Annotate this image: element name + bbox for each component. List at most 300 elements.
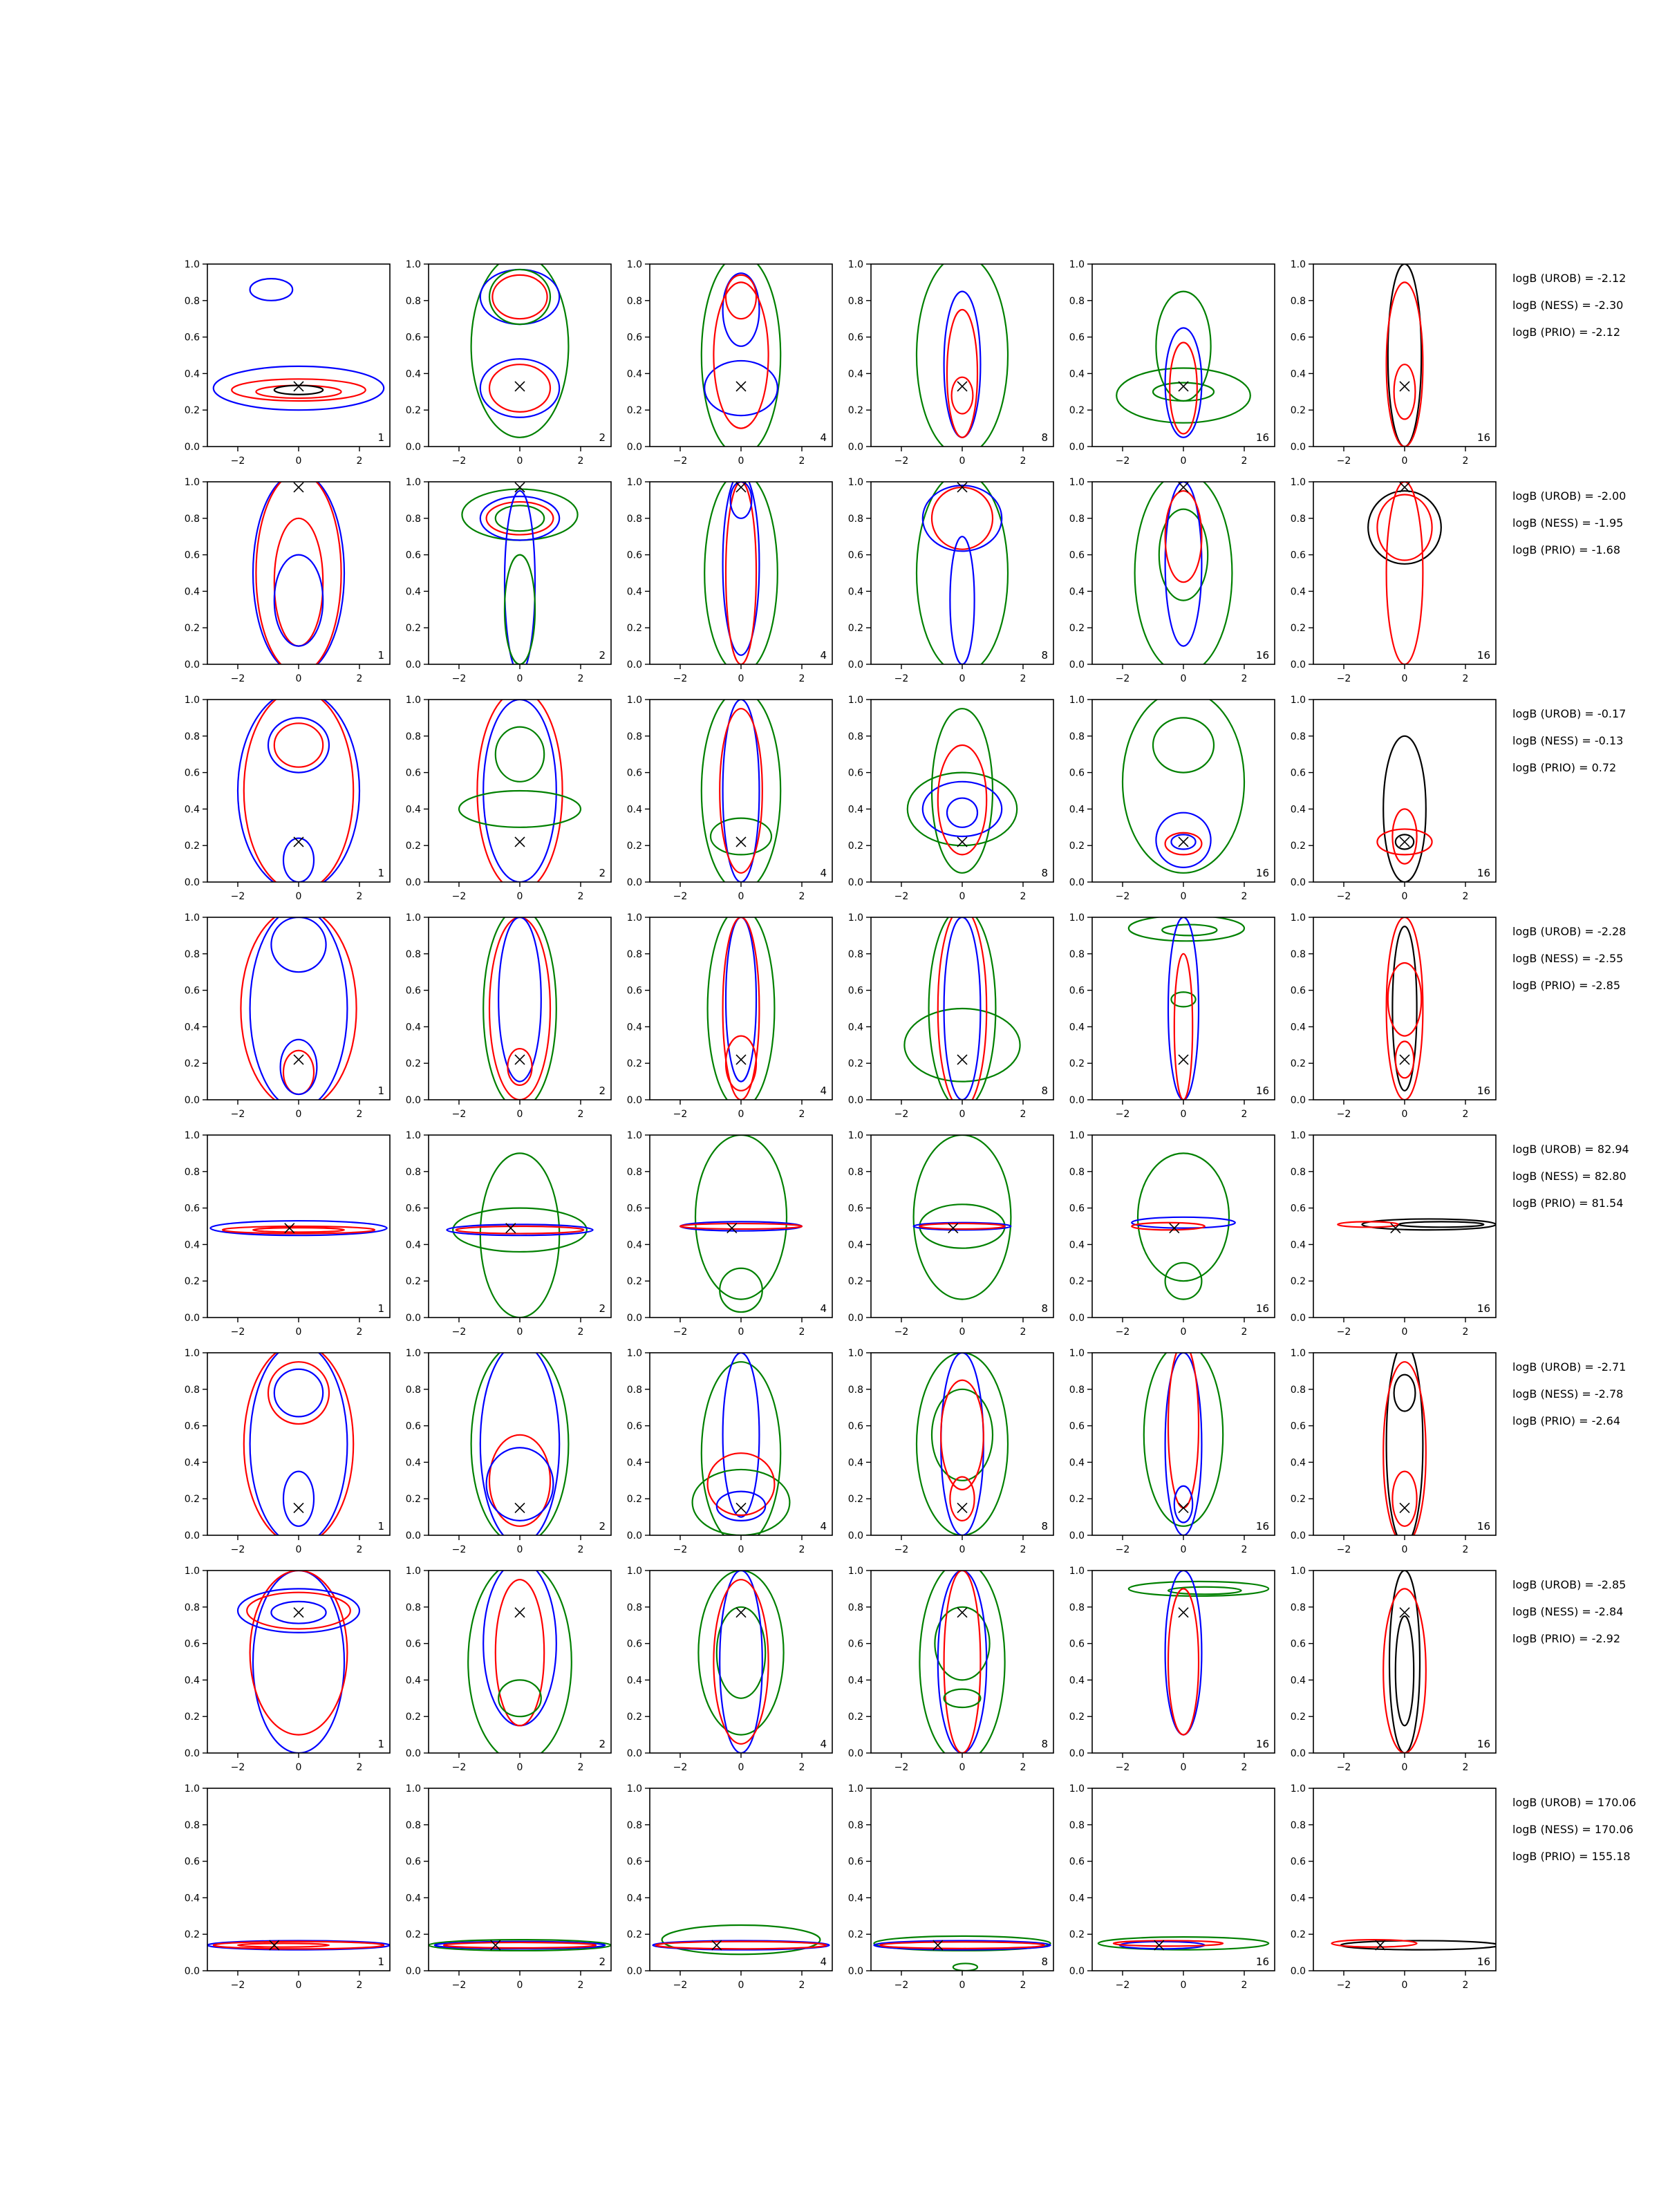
x-tick-label: −2 — [451, 1327, 467, 1338]
y-tick-label: 0.0 — [626, 1313, 642, 1324]
y-tick-label: 0.8 — [626, 1819, 642, 1831]
y-tick-label: 1.0 — [184, 912, 200, 924]
y-tick-label: 0.8 — [184, 1819, 200, 1831]
y-tick-label: 0.0 — [1290, 1530, 1306, 1541]
x-tick-label: −2 — [451, 1762, 467, 1773]
y-tick-label: 0.8 — [1069, 1819, 1085, 1831]
y-tick-label: 0.6 — [405, 985, 421, 997]
x-tick-label: −2 — [894, 456, 909, 467]
panel-label: 1 — [377, 1085, 384, 1097]
y-tick-label: 0.6 — [1290, 1856, 1306, 1868]
y-tick-label: 0.4 — [405, 1675, 421, 1687]
y-tick-label: 0.4 — [184, 804, 200, 816]
x-tick-label: 2 — [1241, 1544, 1248, 1555]
y-tick-label: 0.4 — [847, 1675, 863, 1687]
panel-label: 16 — [1477, 1302, 1490, 1315]
x-tick-label: 2 — [356, 891, 363, 902]
logb-urob-text: logB (UROB) = 82.94 — [1512, 1143, 1629, 1156]
y-tick-label: 0.4 — [1290, 1675, 1306, 1687]
y-tick-label: 1.0 — [1069, 1783, 1085, 1794]
y-tick-label: 1.0 — [1290, 259, 1306, 270]
x-tick-label: 0 — [516, 673, 523, 684]
y-tick-label: 0.2 — [626, 1712, 642, 1723]
y-tick-label: 1.0 — [405, 259, 421, 270]
y-tick-label: 0.0 — [1290, 659, 1306, 671]
y-tick-label: 0.2 — [1290, 623, 1306, 635]
panel-label: 1 — [377, 1520, 384, 1533]
x-tick-label: 2 — [356, 1327, 363, 1338]
x-tick-label: −2 — [1115, 1762, 1130, 1773]
y-tick-label: 0.8 — [626, 1166, 642, 1178]
y-tick-label: 0.0 — [626, 1095, 642, 1106]
x-tick-label: 2 — [1020, 1980, 1027, 1991]
y-tick-label: 0.6 — [405, 767, 421, 779]
y-tick-label: 1.0 — [405, 695, 421, 706]
y-tick-label: 0.2 — [847, 841, 863, 852]
x-tick-label: 0 — [516, 1327, 523, 1338]
y-tick-label: 0.4 — [405, 586, 421, 598]
y-tick-label: 0.2 — [405, 841, 421, 852]
y-tick-label: 0.8 — [847, 948, 863, 960]
y-tick-label: 0.6 — [1290, 1203, 1306, 1215]
logb-urob-text: logB (UROB) = 170.06 — [1512, 1796, 1636, 1809]
y-tick-label: 0.2 — [405, 1929, 421, 1941]
y-tick-label: 0.0 — [1069, 1095, 1085, 1106]
x-tick-label: 0 — [959, 1544, 966, 1555]
panel-label: 8 — [1041, 1520, 1048, 1533]
x-tick-label: 0 — [1401, 1762, 1408, 1773]
y-tick-label: 0.6 — [405, 1421, 421, 1432]
y-tick-label: 0.2 — [847, 1929, 863, 1941]
y-tick-label: 0.8 — [1290, 1602, 1306, 1613]
y-tick-label: 0.4 — [626, 1239, 642, 1251]
y-tick-label: 0.2 — [847, 1276, 863, 1288]
x-tick-label: 2 — [1020, 1109, 1027, 1120]
x-tick-label: 0 — [1180, 456, 1187, 467]
y-tick-label: 1.0 — [405, 477, 421, 488]
y-tick-label: 0.2 — [1290, 1058, 1306, 1070]
y-tick-label: 0.8 — [847, 1602, 863, 1613]
y-tick-label: 0.6 — [184, 1638, 200, 1650]
y-tick-label: 0.8 — [405, 731, 421, 742]
y-tick-label: 1.0 — [1290, 1566, 1306, 1577]
x-tick-label: 0 — [959, 1327, 966, 1338]
x-tick-label: 0 — [295, 456, 302, 467]
y-tick-label: 0.2 — [847, 1494, 863, 1506]
y-tick-label: 0.0 — [847, 1530, 863, 1541]
y-tick-label: 0.0 — [405, 442, 421, 453]
x-tick-label: 0 — [1401, 1327, 1408, 1338]
x-tick-label: −2 — [1336, 1327, 1351, 1338]
y-tick-label: 0.8 — [1290, 1819, 1306, 1831]
y-tick-label: 0.2 — [184, 1058, 200, 1070]
y-tick-label: 0.8 — [405, 513, 421, 525]
logb-ness-text: logB (NESS) = -2.84 — [1512, 1605, 1624, 1618]
x-tick-label: −2 — [673, 891, 688, 902]
x-tick-label: 2 — [798, 1327, 805, 1338]
y-tick-label: 1.0 — [847, 477, 863, 488]
y-tick-label: 0.6 — [1069, 767, 1085, 779]
x-tick-label: −2 — [1115, 1544, 1130, 1555]
y-tick-label: 1.0 — [1290, 1348, 1306, 1359]
y-tick-label: 0.4 — [405, 1457, 421, 1469]
y-tick-label: 0.6 — [184, 550, 200, 561]
x-tick-label: −2 — [451, 1109, 467, 1120]
x-tick-label: −2 — [673, 1327, 688, 1338]
panel-label: 1 — [377, 1302, 384, 1315]
x-tick-label: −2 — [451, 891, 467, 902]
y-tick-label: 0.2 — [626, 1494, 642, 1506]
x-tick-label: 2 — [1241, 1327, 1248, 1338]
y-tick-label: 0.6 — [1290, 985, 1306, 997]
y-tick-label: 1.0 — [1290, 912, 1306, 924]
x-tick-label: 2 — [356, 1762, 363, 1773]
logb-prio-text: logB (PRIO) = -1.68 — [1512, 543, 1620, 556]
panel-label: 16 — [1477, 867, 1490, 879]
x-tick-label: 0 — [959, 1762, 966, 1773]
y-tick-label: 0.4 — [184, 1457, 200, 1469]
y-tick-label: 0.8 — [405, 1602, 421, 1613]
y-tick-label: 0.2 — [1290, 1712, 1306, 1723]
y-tick-label: 0.2 — [1290, 1929, 1306, 1941]
panel-label: 1 — [377, 867, 384, 879]
x-tick-label: 0 — [1180, 1762, 1187, 1773]
x-tick-label: −2 — [894, 891, 909, 902]
x-tick-label: 0 — [516, 1762, 523, 1773]
x-tick-label: 2 — [577, 891, 584, 902]
y-tick-label: 0.8 — [626, 295, 642, 307]
y-tick-label: 0.6 — [184, 1421, 200, 1432]
panel-label: 16 — [1477, 1738, 1490, 1750]
logb-ness-text: logB (NESS) = -2.30 — [1512, 299, 1624, 312]
y-tick-label: 0.4 — [626, 804, 642, 816]
x-tick-label: −2 — [894, 673, 909, 684]
y-tick-label: 0.2 — [626, 1276, 642, 1288]
y-tick-label: 1.0 — [184, 1783, 200, 1794]
y-tick-label: 0.8 — [184, 731, 200, 742]
y-tick-label: 0.2 — [1290, 841, 1306, 852]
panel-label: 16 — [1477, 649, 1490, 662]
x-tick-label: −2 — [894, 1327, 909, 1338]
panel-label: 1 — [377, 1956, 384, 1968]
logb-ness-text: logB (NESS) = -2.55 — [1512, 952, 1624, 965]
x-tick-label: −2 — [1336, 1109, 1351, 1120]
x-tick-label: 2 — [356, 673, 363, 684]
y-tick-label: 0.8 — [847, 1819, 863, 1831]
y-tick-label: 0.0 — [405, 1748, 421, 1759]
x-tick-label: −2 — [673, 1980, 688, 1991]
y-tick-label: 0.0 — [1069, 1966, 1085, 1977]
y-tick-label: 0.4 — [184, 1675, 200, 1687]
y-tick-label: 0.8 — [1069, 513, 1085, 525]
x-tick-label: 2 — [1462, 1980, 1469, 1991]
y-tick-label: 0.0 — [405, 1530, 421, 1541]
y-tick-label: 0.0 — [1069, 1748, 1085, 1759]
logb-prio-text: logB (PRIO) = 81.54 — [1512, 1197, 1624, 1210]
x-tick-label: 0 — [738, 456, 744, 467]
x-tick-label: 2 — [577, 1980, 584, 1991]
y-tick-label: 0.8 — [184, 1166, 200, 1178]
x-tick-label: 0 — [959, 456, 966, 467]
logb-ness-text: logB (NESS) = 82.80 — [1512, 1170, 1627, 1183]
y-tick-label: 0.6 — [1069, 1856, 1085, 1868]
y-tick-label: 0.4 — [405, 1022, 421, 1033]
panel-label: 8 — [1041, 649, 1048, 662]
y-tick-label: 0.6 — [1069, 332, 1085, 344]
x-tick-label: −2 — [230, 456, 245, 467]
y-tick-label: 0.2 — [405, 1058, 421, 1070]
y-tick-label: 0.8 — [1290, 948, 1306, 960]
panel-label: 16 — [1477, 1956, 1490, 1968]
y-tick-label: 0.4 — [1290, 804, 1306, 816]
y-tick-label: 0.8 — [184, 513, 200, 525]
y-tick-label: 0.4 — [847, 1022, 863, 1033]
x-tick-label: 2 — [1241, 673, 1248, 684]
y-tick-label: 1.0 — [847, 912, 863, 924]
x-tick-label: 2 — [1241, 1762, 1248, 1773]
panel-label: 2 — [599, 1738, 606, 1750]
y-tick-label: 1.0 — [626, 1566, 642, 1577]
y-tick-label: 0.6 — [847, 1638, 863, 1650]
x-tick-label: 0 — [1180, 1980, 1187, 1991]
x-tick-label: −2 — [230, 1544, 245, 1555]
x-tick-label: −2 — [673, 1109, 688, 1120]
panel-label: 16 — [1477, 1520, 1490, 1533]
y-tick-label: 1.0 — [1069, 259, 1085, 270]
x-tick-label: 0 — [959, 1980, 966, 1991]
y-tick-label: 0.4 — [405, 1239, 421, 1251]
x-tick-label: −2 — [673, 1544, 688, 1555]
y-tick-label: 1.0 — [626, 477, 642, 488]
y-tick-label: 0.4 — [1290, 1239, 1306, 1251]
y-tick-label: 0.0 — [405, 1966, 421, 1977]
y-tick-label: 0.2 — [626, 1058, 642, 1070]
logb-prio-text: logB (PRIO) = -2.85 — [1512, 979, 1620, 992]
y-tick-label: 0.6 — [184, 985, 200, 997]
x-tick-label: −2 — [451, 673, 467, 684]
y-tick-label: 0.6 — [184, 767, 200, 779]
y-tick-label: 1.0 — [626, 259, 642, 270]
y-tick-label: 0.4 — [1069, 368, 1085, 380]
y-tick-label: 0.6 — [184, 1203, 200, 1215]
logb-prio-text: logB (PRIO) = -2.92 — [1512, 1632, 1620, 1645]
y-tick-label: 0.6 — [1290, 550, 1306, 561]
y-tick-label: 0.8 — [1290, 1384, 1306, 1396]
y-tick-label: 1.0 — [184, 1130, 200, 1141]
panel-label: 16 — [1255, 431, 1269, 444]
y-tick-label: 1.0 — [1290, 477, 1306, 488]
y-tick-label: 0.6 — [626, 985, 642, 997]
y-tick-label: 0.8 — [626, 948, 642, 960]
y-tick-label: 1.0 — [1069, 1130, 1085, 1141]
y-tick-label: 0.8 — [847, 731, 863, 742]
x-tick-label: −2 — [230, 1762, 245, 1773]
y-tick-label: 0.8 — [405, 295, 421, 307]
y-tick-label: 0.8 — [184, 295, 200, 307]
y-tick-label: 0.2 — [626, 623, 642, 635]
logb-prio-text: logB (PRIO) = 0.72 — [1512, 761, 1617, 774]
panel-label: 2 — [599, 1302, 606, 1315]
panel-label: 2 — [599, 649, 606, 662]
x-tick-label: 0 — [738, 891, 744, 902]
y-tick-label: 0.0 — [847, 1966, 863, 1977]
y-tick-label: 0.4 — [184, 1239, 200, 1251]
y-tick-label: 0.2 — [405, 405, 421, 417]
y-tick-label: 1.0 — [1290, 695, 1306, 706]
y-tick-label: 0.4 — [405, 804, 421, 816]
x-tick-label: 2 — [798, 1109, 805, 1120]
x-tick-label: 2 — [577, 1327, 584, 1338]
y-tick-label: 0.4 — [184, 586, 200, 598]
y-tick-label: 0.8 — [1069, 731, 1085, 742]
x-tick-label: 0 — [295, 1327, 302, 1338]
y-tick-label: 0.2 — [184, 1929, 200, 1941]
y-tick-label: 1.0 — [1069, 1348, 1085, 1359]
logb-urob-text: logB (UROB) = -0.17 — [1512, 707, 1627, 720]
y-tick-label: 0.0 — [184, 1966, 200, 1977]
y-tick-label: 0.0 — [1290, 1966, 1306, 1977]
y-tick-label: 0.6 — [626, 1856, 642, 1868]
y-tick-label: 1.0 — [405, 1130, 421, 1141]
x-tick-label: −2 — [1115, 1109, 1130, 1120]
y-tick-label: 0.2 — [626, 1929, 642, 1941]
y-tick-label: 0.4 — [847, 586, 863, 598]
y-tick-label: 0.4 — [847, 1457, 863, 1469]
y-tick-label: 0.2 — [184, 841, 200, 852]
y-tick-label: 0.6 — [1069, 550, 1085, 561]
x-tick-label: 2 — [577, 456, 584, 467]
y-tick-label: 0.4 — [405, 1893, 421, 1904]
x-tick-label: 0 — [959, 891, 966, 902]
x-tick-label: 0 — [738, 673, 744, 684]
y-tick-label: 0.2 — [1069, 623, 1085, 635]
x-tick-label: 2 — [356, 1544, 363, 1555]
y-tick-label: 0.0 — [1290, 877, 1306, 888]
y-tick-label: 0.4 — [1290, 1457, 1306, 1469]
x-tick-label: 2 — [798, 1980, 805, 1991]
panel-label: 8 — [1041, 867, 1048, 879]
x-tick-label: −2 — [1336, 1762, 1351, 1773]
y-tick-label: 0.8 — [184, 948, 200, 960]
y-tick-label: 0.6 — [847, 550, 863, 561]
x-tick-label: 0 — [1401, 891, 1408, 902]
panel-label: 2 — [599, 1956, 606, 1968]
y-tick-label: 1.0 — [847, 1783, 863, 1794]
y-tick-label: 0.0 — [1290, 1095, 1306, 1106]
y-tick-label: 0.4 — [626, 368, 642, 380]
y-tick-label: 0.8 — [1069, 295, 1085, 307]
x-tick-label: −2 — [673, 456, 688, 467]
y-tick-label: 1.0 — [847, 259, 863, 270]
y-tick-label: 0.2 — [405, 1712, 421, 1723]
y-tick-label: 0.4 — [626, 1675, 642, 1687]
x-tick-label: 2 — [1462, 1762, 1469, 1773]
y-tick-label: 0.6 — [405, 332, 421, 344]
x-tick-label: 2 — [1020, 456, 1027, 467]
y-tick-label: 0.0 — [626, 1966, 642, 1977]
y-tick-label: 0.2 — [1290, 1494, 1306, 1506]
y-tick-label: 0.2 — [626, 841, 642, 852]
y-tick-label: 0.0 — [847, 877, 863, 888]
y-tick-label: 0.8 — [184, 1602, 200, 1613]
x-tick-label: 0 — [1401, 1544, 1408, 1555]
y-tick-label: 0.6 — [847, 1421, 863, 1432]
x-tick-label: 2 — [577, 1109, 584, 1120]
logb-urob-text: logB (UROB) = -2.00 — [1512, 489, 1627, 503]
x-tick-label: −2 — [230, 673, 245, 684]
y-tick-label: 0.8 — [626, 513, 642, 525]
y-tick-label: 1.0 — [1290, 1783, 1306, 1794]
x-tick-label: 0 — [738, 1327, 744, 1338]
y-tick-label: 0.6 — [1069, 1421, 1085, 1432]
y-tick-label: 0.8 — [847, 1166, 863, 1178]
panel-label: 8 — [1041, 431, 1048, 444]
y-tick-label: 0.8 — [847, 295, 863, 307]
x-tick-label: 2 — [798, 891, 805, 902]
y-tick-label: 0.8 — [405, 1166, 421, 1178]
x-tick-label: 0 — [295, 1762, 302, 1773]
y-tick-label: 0.6 — [626, 550, 642, 561]
y-tick-label: 0.4 — [1069, 1675, 1085, 1687]
y-tick-label: 0.2 — [405, 1276, 421, 1288]
panel-label: 4 — [820, 1085, 827, 1097]
x-tick-label: −2 — [1115, 456, 1130, 467]
y-tick-label: 1.0 — [184, 1348, 200, 1359]
y-tick-label: 1.0 — [847, 1348, 863, 1359]
y-tick-label: 0.4 — [626, 1457, 642, 1469]
y-tick-label: 1.0 — [405, 1566, 421, 1577]
x-tick-label: 2 — [1020, 891, 1027, 902]
y-tick-label: 0.6 — [405, 550, 421, 561]
x-tick-label: 0 — [295, 1109, 302, 1120]
y-tick-label: 0.6 — [1290, 332, 1306, 344]
y-tick-label: 0.6 — [1290, 767, 1306, 779]
x-tick-label: 2 — [1020, 1544, 1027, 1555]
y-tick-label: 0.0 — [847, 1095, 863, 1106]
y-tick-label: 0.0 — [1290, 442, 1306, 453]
y-tick-label: 0.2 — [1069, 1276, 1085, 1288]
y-tick-label: 0.0 — [626, 1748, 642, 1759]
x-tick-label: −2 — [230, 891, 245, 902]
logb-ness-text: logB (NESS) = 170.06 — [1512, 1823, 1633, 1836]
y-tick-label: 0.4 — [1290, 1022, 1306, 1033]
x-tick-label: −2 — [1336, 456, 1351, 467]
panel-label: 4 — [820, 1520, 827, 1533]
x-tick-label: 2 — [1462, 456, 1469, 467]
x-tick-label: 2 — [1462, 891, 1469, 902]
x-tick-label: −2 — [894, 1762, 909, 1773]
y-tick-label: 0.6 — [626, 1638, 642, 1650]
x-tick-label: 0 — [959, 1109, 966, 1120]
y-tick-label: 0.6 — [847, 1856, 863, 1868]
y-tick-label: 1.0 — [1069, 477, 1085, 488]
x-tick-label: −2 — [1336, 1980, 1351, 1991]
y-tick-label: 0.2 — [405, 623, 421, 635]
panel-label: 16 — [1255, 1085, 1269, 1097]
y-tick-label: 0.0 — [847, 659, 863, 671]
x-tick-label: −2 — [451, 456, 467, 467]
y-tick-label: 0.8 — [405, 948, 421, 960]
logb-urob-text: logB (UROB) = -2.85 — [1512, 1578, 1627, 1591]
y-tick-label: 0.8 — [626, 1602, 642, 1613]
logb-prio-text: logB (PRIO) = 155.18 — [1512, 1850, 1631, 1863]
panel-label: 4 — [820, 1738, 827, 1750]
x-tick-label: 0 — [295, 673, 302, 684]
panel-label: 2 — [599, 867, 606, 879]
y-tick-label: 0.8 — [847, 513, 863, 525]
logb-prio-text: logB (PRIO) = -2.12 — [1512, 326, 1620, 339]
y-tick-label: 1.0 — [847, 695, 863, 706]
